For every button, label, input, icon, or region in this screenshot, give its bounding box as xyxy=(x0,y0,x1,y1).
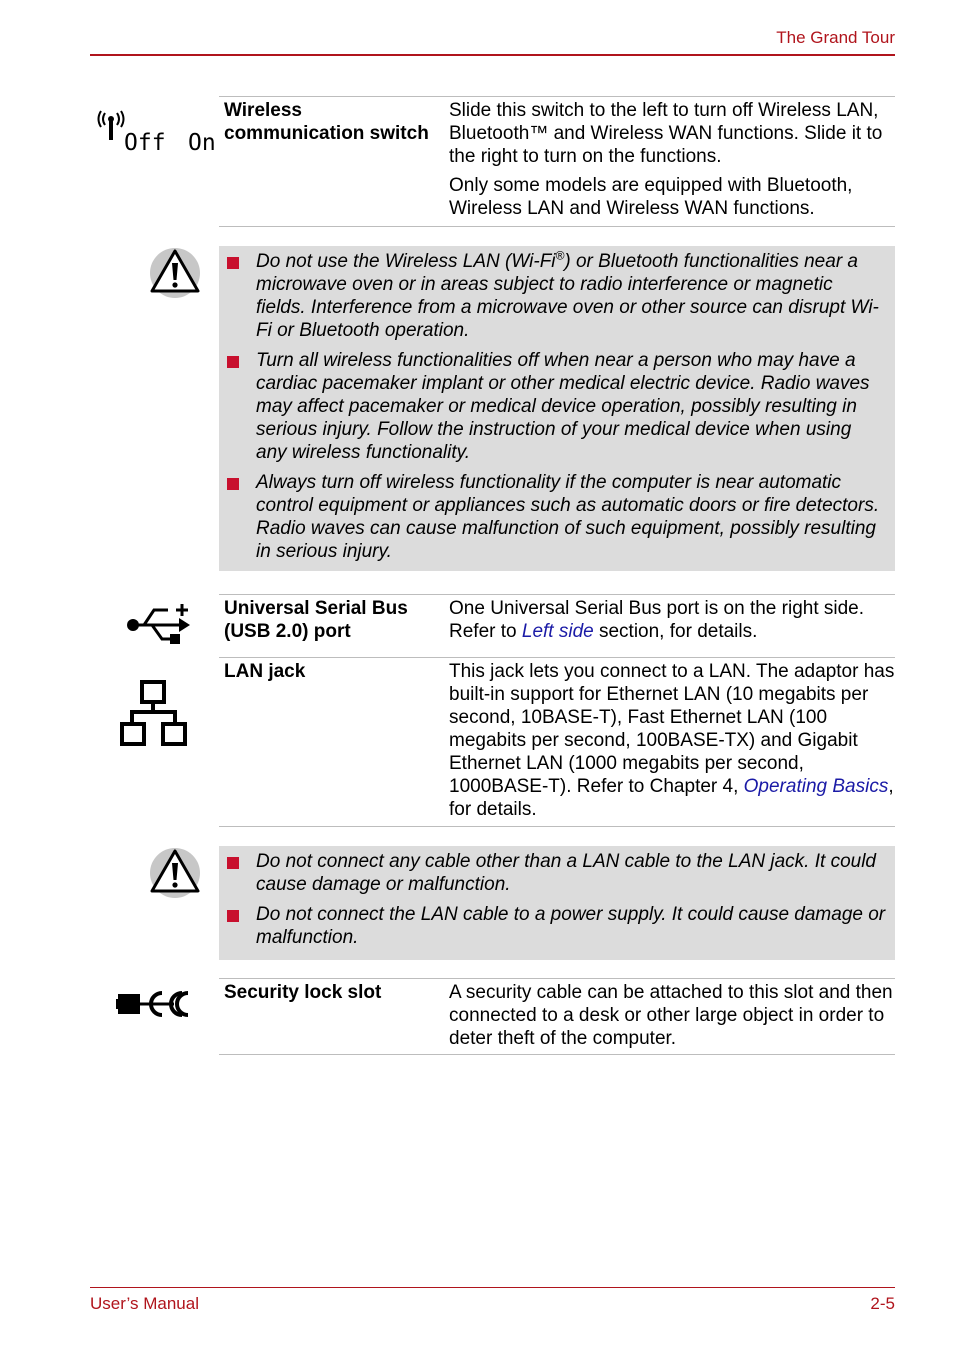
lan-term: LAN jack xyxy=(224,661,306,682)
switch-off-label: Off xyxy=(124,130,166,156)
registered-mark: ® xyxy=(555,248,565,263)
table-row xyxy=(219,978,895,1055)
lan-desc-text: , for details. xyxy=(449,776,894,820)
caution-text: Always turn off wireless functionality if the computer is near automatic control equipment or appliances such as automatic doors or fire detectors. Radio waves can cause malfunction of such equipment, possibly resulting in serious injury. xyxy=(256,472,880,562)
warning-icon xyxy=(149,247,201,305)
usb-desc xyxy=(449,595,895,651)
security-lock-icon xyxy=(116,989,196,1025)
table-row xyxy=(219,96,895,227)
table-row xyxy=(219,658,895,827)
left-side-link[interactable]: Left side xyxy=(521,621,594,642)
caution-note-wireless xyxy=(219,246,895,571)
operating-basics-link[interactable]: Operating Basics xyxy=(743,776,889,797)
caution-text: Do not connect the LAN cable to a power supply. It could cause damage or malfunction. xyxy=(256,904,886,948)
bullet-square-icon xyxy=(227,257,239,269)
wireless-desc-2: Only some models are equipped with Bluetooth, Wireless LAN and Wireless WAN functions. xyxy=(449,175,853,219)
usb-icon xyxy=(124,601,192,651)
wireless-switch-icon xyxy=(96,110,220,158)
switch-on-label: On xyxy=(188,130,216,156)
ports-table xyxy=(219,594,895,827)
list-item xyxy=(223,850,887,896)
usb-desc-text: One Universal Serial Bus port is on the right side. Refer to xyxy=(449,598,865,642)
list-item xyxy=(223,903,887,949)
lan-desc xyxy=(449,658,895,829)
usb-term: Universal Serial Bus (USB 2.0) port xyxy=(224,598,408,642)
page-header-title: The Grand Tour xyxy=(776,28,895,47)
security-desc: A security cable can be attached to this slot and then connected to a desk or other large object in order to deter theft of the computer. xyxy=(449,982,893,1049)
caution-text: Do not connect any cable other than a LAN cable to the LAN jack. It could cause damage or malfunction. xyxy=(256,851,876,895)
caution-text: ) or Bluetooth functionalities near a microwave oven or in areas subject to radio interference or magnetic fields. Interference from a microwave oven or other source can disrupt Wi-Fi or Bluetooth operation. xyxy=(256,251,879,341)
usb-desc-text: section, for details. xyxy=(593,621,758,642)
wireless-desc-1: Slide this switch to the left to turn off Wireless LAN, Bluetooth™ and Wireless WAN functions. Slide it to the right to turn on the functions. xyxy=(449,100,883,167)
antenna-icon xyxy=(96,110,126,142)
footer-manual-title: User’s Manual xyxy=(90,1294,199,1313)
footer-rule xyxy=(90,1287,895,1288)
list-item xyxy=(223,349,887,464)
table-row xyxy=(219,594,895,658)
lan-network-icon xyxy=(119,679,189,753)
bullet-square-icon xyxy=(227,356,239,368)
lan-desc-text: This jack lets you connect to a LAN. The adaptor has built-in support for Ethernet LAN (10 megabits per second, 10BASE-T), Fast Ethernet LAN (100 megabits per second, 100BASE-TX) and Gigabit Ethernet LAN (1000 megabits per second, 1000BASE-T). Refer to Chapter 4, xyxy=(449,661,895,797)
bullet-square-icon xyxy=(227,857,239,869)
caution-note-lan xyxy=(219,846,895,960)
wireless-table xyxy=(219,96,895,227)
caution-text: Do not use the Wireless LAN (Wi-Fi xyxy=(256,251,556,272)
warning-icon xyxy=(149,847,201,905)
wireless-term: Wireless communication switch xyxy=(224,100,429,144)
security-table xyxy=(219,978,895,1055)
caution-text: Turn all wireless functionalities off when near a person who may have a cardiac pacemaker implant or other medical electric device. Radio waves may affect pacemaker or medical device operation, possibly resulting in serious injury. Follow the instruction of your medical device when using any wireless functionality. xyxy=(256,350,870,463)
list-item xyxy=(223,471,887,563)
header-rule xyxy=(90,54,895,56)
page-number: 2-5 xyxy=(870,1294,895,1313)
list-item xyxy=(223,250,887,342)
wireless-desc xyxy=(449,97,895,228)
bullet-square-icon xyxy=(227,478,239,490)
security-term: Security lock slot xyxy=(224,982,382,1003)
bullet-square-icon xyxy=(227,910,239,922)
